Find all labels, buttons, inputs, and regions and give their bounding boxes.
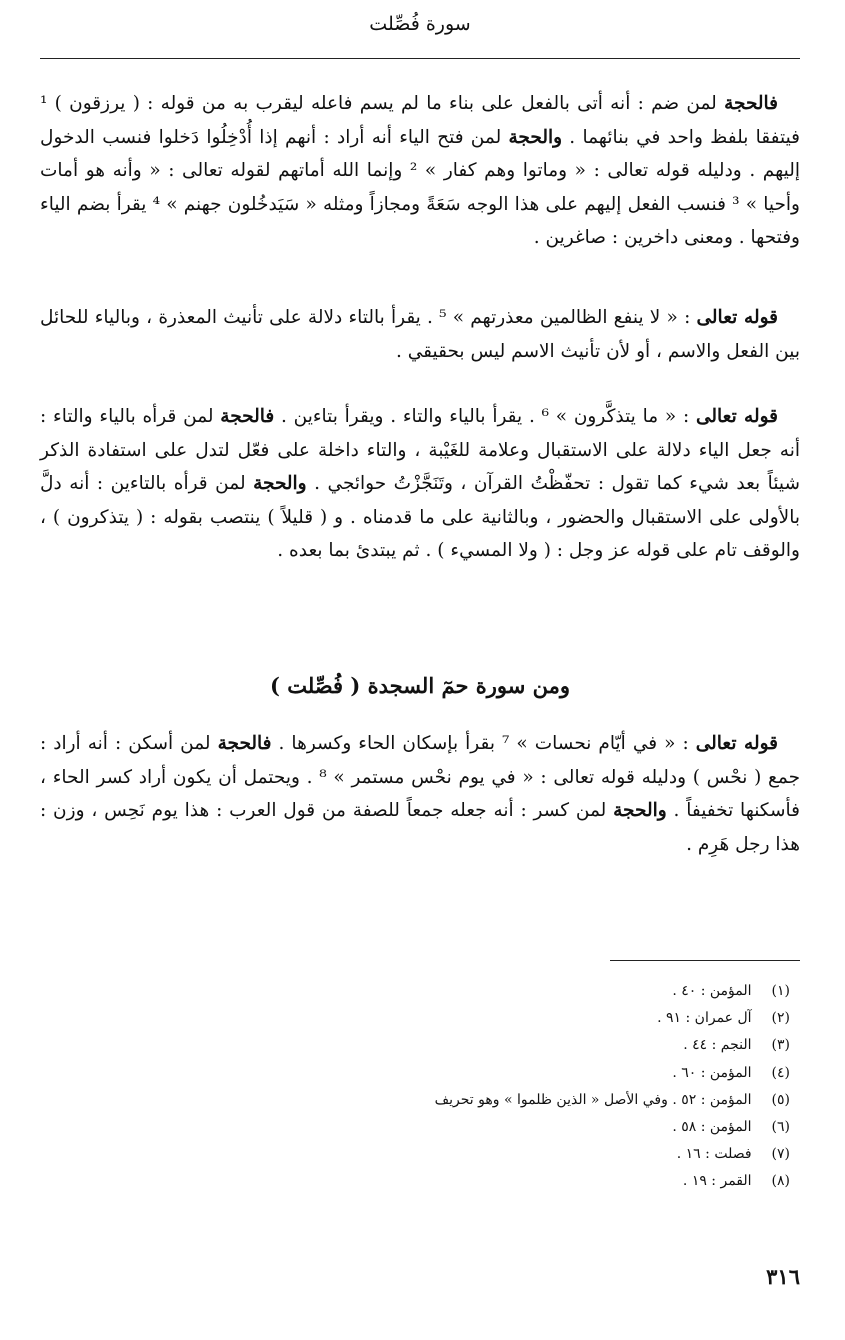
page-number: ٣١٦ <box>766 1264 800 1289</box>
footnote-item <box>40 1032 790 1059</box>
footnote-text: المؤمن : ٥٨ . <box>672 1119 752 1136</box>
paragraph-text: لمن أسكن : أنه أراد : جمع ( نحْس ) ودليله قوله تعالى : « في يوم نحْس مستمر » ⁸ . ويحتمل أن يكون أراد كسر الحاء ، فأسكنها تخفيفاً . <box>40 733 801 821</box>
paragraph-group-3 <box>40 400 800 578</box>
footnote-text: النجم : ٤٤ . <box>683 1037 752 1054</box>
header-rule <box>40 58 800 59</box>
footnote-item <box>40 1114 790 1141</box>
footnote-text: المؤمن : ٥٢ . وفي الأصل « الذين ظلموا » وهو تحريف <box>434 1091 752 1108</box>
paragraph-text: : « في أيّام نحسات » ⁷ بقرأ بإسكان الحاء وكسرها . <box>271 733 696 754</box>
paragraph <box>40 301 800 368</box>
section-heading: ومن سورة حمٓ السجدة ( فُصِّلت ) <box>269 673 571 698</box>
paragraph-group-1 <box>40 87 800 265</box>
footnote-number: (٨) <box>771 1173 790 1190</box>
footnote-number: (٣) <box>771 1037 790 1054</box>
footnotes-list <box>40 978 790 1196</box>
footnote-item <box>40 978 790 1005</box>
paragraph-text: لمن قرأه بالياء والتاء : أنه جعل الياء دلالة على الاستقبال وعلامة للغَيْبة ، والتاء داخلة على فعّل لتدل على استفادة الذكر شيئاً بعد شيء كما تقول : تحفّظْتُ القرآن ، وتَنَجَّزْتُ حوائجي . <box>40 406 800 494</box>
keyword: والحجة <box>508 126 563 148</box>
keyword: والحجة <box>253 473 307 494</box>
footnote-number: (١) <box>771 983 790 999</box>
paragraph-text: : « ما يتذكَّرون » ⁶ . يقرأ بالياء والتاء . ويقرأ بتاءين . <box>274 406 696 427</box>
keyword: فالحجة <box>220 406 275 427</box>
paragraph <box>40 400 800 568</box>
footnote-item <box>40 1060 790 1087</box>
paragraph <box>40 87 800 255</box>
footnote-item <box>40 1168 790 1195</box>
footnote-item <box>40 1141 790 1168</box>
paragraph-group-4 <box>40 727 800 871</box>
keyword: قوله تعالى <box>696 307 778 328</box>
footnote-text: المؤمن : ٤٠ . <box>672 983 752 999</box>
paragraph-text: لمن كسر : أنه جعله جمعاً للصفة من قول العرب : هذا يوم نَحِس ، وزن : هذا رجل هَرِم . <box>40 800 800 855</box>
paragraph-text: لمن قرأه بالتاءين : أنه دلَّ بالأولى على الاستقبال والحضور ، وبالثانية على ما قدمناه . و ( قليلاً ) ينتصب بقوله : ( يتذكرون ) ، والوقف تام على قوله عز وجل : ( ولا المسيء ) . ثم يبتدئ بما بعده . <box>40 473 800 561</box>
footnote-text: القمر : ١٩ . <box>682 1173 752 1190</box>
paragraph-text: : « لا ينفع الظالمين معذرتهم » ⁵ . يقرأ بالتاء دلالة على تأنيث المعذرة ، وبالياء للحائل بين الفعل والاسم ، أو لأن تأنيث الاسم ليس بحقيقي . <box>40 307 800 362</box>
keyword: قوله تعالى <box>695 733 779 754</box>
footnote-text: فصلت : ١٦ . <box>676 1146 752 1163</box>
footnote-number: (٦) <box>771 1119 790 1136</box>
keyword: فالحجة <box>724 93 778 114</box>
running-title: سورة فُصِّلت <box>369 13 471 35</box>
footnote-number: (٥) <box>771 1091 790 1108</box>
footnote-item <box>40 1005 790 1032</box>
keyword: فالحجة <box>217 733 272 754</box>
paragraph <box>40 727 800 861</box>
footnote-number: (٢) <box>771 1010 790 1027</box>
footnote-text: المؤمن : ٦٠ . <box>672 1064 752 1081</box>
footnote-item <box>40 1087 790 1114</box>
footnote-number: (٤) <box>771 1064 790 1081</box>
paragraph-text: لمن ضم : أنه أتى بالفعل على بناء ما لم يسم فاعله ليقرب به من قوله : ( يرزقون ) ¹ فيتفقا بلفظ واحد في بنائهما . <box>40 93 800 148</box>
book-page <box>40 0 800 1340</box>
footnote-number: (٧) <box>771 1146 790 1163</box>
paragraph-group-2 <box>40 301 800 378</box>
keyword: والحجة <box>613 800 667 821</box>
keyword: قوله تعالى <box>695 406 778 427</box>
footnote-rule <box>610 960 800 961</box>
paragraph-text: لمن فتح الياء أنه أراد : أنهم إذا أُدْخِلُوا دَخلوا فنسب الدخول إليهم . ودليله قوله تعالى : « وماتوا وهم كفار » ² وإنما الله أماتهم لقوله تعالى : « وأنه هو أمات وأحيا » ³ فنسب الفعل إليهم على هذا الوجه سَعَةً ومجازاً ومثله « سَيَدخُلون جهنم » ⁴ يقرأ بضم الياء وفتحها . ومعنى داخرين : صاغرين . <box>40 126 800 248</box>
footnote-text: آل عمران : ٩١ . <box>657 1010 752 1027</box>
